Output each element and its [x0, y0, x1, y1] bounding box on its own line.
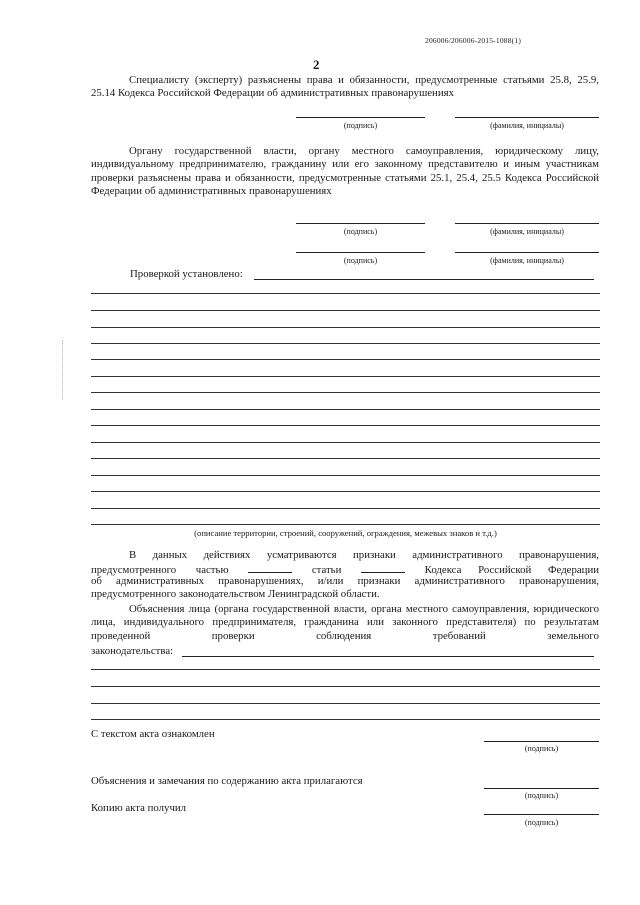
ack-familiarized-signature-line[interactable] [484, 741, 599, 742]
ruled-line[interactable] [91, 442, 600, 443]
violation-line-4: предусмотренного законодательством Ленинградской области. [91, 588, 380, 600]
expert-rights-text: Специалисту (эксперту) разъяснены права и обязанности, предусмотренные статьями 25.8, 25.9, 25.14 Кодекса Российской Федерации об административных правонарушениях [91, 74, 599, 100]
violation-word-stati: статьи [311, 564, 342, 576]
explanations-first-line[interactable] [182, 656, 594, 657]
ruled-line[interactable] [91, 376, 600, 377]
ack-copy-label: Копию акта получил [91, 802, 187, 814]
ruled-line[interactable] [91, 458, 600, 459]
ack-copy-signature-line[interactable] [484, 814, 599, 815]
participant-2-name-caption: (фамилия, инициалы) [490, 256, 564, 265]
explanations-text: Объяснения лица (органа государственной власти, органа местного самоуправления, юридического лица, индивидуального предпринимателя, гражданина или законного представителя) по результатам проведенной проверки соблюдения требований земельного [91, 603, 599, 642]
expert-name-line[interactable] [455, 117, 599, 118]
expert-name-caption: (фамилия, инициалы) [490, 121, 564, 130]
violation-tail-kodeksa: Кодекса Российской Федерации [424, 564, 599, 576]
ruled-line[interactable] [91, 686, 600, 687]
ruled-line[interactable] [91, 508, 600, 509]
participant-2-signature-caption: (подпись) [343, 256, 378, 265]
ruled-line[interactable] [91, 703, 600, 704]
ruled-line[interactable] [91, 293, 600, 294]
participant-1-name-caption: (фамилия, инициалы) [490, 227, 564, 236]
inspection-label: Проверкой установлено: [130, 268, 243, 280]
page-number: 2 [313, 57, 320, 72]
explanations-last-word: законодательства: [91, 645, 174, 657]
ruled-line[interactable] [91, 392, 600, 393]
violation-article-blank[interactable] [361, 562, 405, 573]
ack-copy-signature-caption: (подпись) [524, 818, 559, 827]
ack-familiarized-signature-caption: (подпись) [524, 744, 559, 753]
ack-remarks-signature-caption: (подпись) [524, 791, 559, 800]
ruled-line[interactable] [91, 475, 600, 476]
ruled-line[interactable] [91, 524, 600, 525]
violation-word-preduc: предусмотренного [91, 564, 177, 576]
expert-signature-caption: (подпись) [343, 121, 378, 130]
violation-part-blank[interactable] [248, 562, 292, 573]
violation-word-chastyu: частью [195, 564, 229, 576]
ruled-line[interactable] [91, 310, 600, 311]
participant-1-signature-line[interactable] [296, 223, 425, 224]
ruled-line[interactable] [91, 719, 600, 720]
participant-2-signature-line[interactable] [296, 252, 425, 253]
ack-remarks-label: Объяснения и замечания по содержанию акта прилагаются [91, 775, 363, 787]
ruled-line[interactable] [91, 425, 600, 426]
inspection-caption: (описание территории, строений, сооружений, ограждения, межевых знаков и т.д.) [194, 528, 497, 538]
ruled-line[interactable] [91, 343, 600, 344]
ruled-line[interactable] [91, 491, 600, 492]
participant-1-name-line[interactable] [455, 223, 599, 224]
scan-speckle [62, 340, 64, 400]
inspection-first-line[interactable] [254, 279, 594, 280]
expert-signature-line[interactable] [296, 117, 425, 118]
document-number: 206006/206006-2015-1088(1) [425, 36, 522, 45]
violation-line-1: В данных действиях усматриваются признаки административного правонарушения, [129, 549, 599, 561]
participant-1-signature-caption: (подпись) [343, 227, 378, 236]
ack-remarks-signature-line[interactable] [484, 788, 599, 789]
participants-rights-text: Органу государственной власти, органу местного самоуправления, юридическому лицу, индивидуальному предпринимателю, гражданину или его законному представителю и иным участникам проверки разъяснены права и обязанности, предусмотренные статьями 25.1, 25.4, 25.5 Кодекса Российской Федерации об административных правонарушениях [91, 145, 599, 198]
ruled-line[interactable] [91, 327, 600, 328]
ruled-line[interactable] [91, 669, 600, 670]
violation-line-3: об административных правонарушениях, и/или признаки административного правонарушения, [91, 575, 599, 587]
ack-familiarized-label: С текстом акта ознакомлен [91, 728, 215, 740]
ruled-line[interactable] [91, 409, 600, 410]
participant-2-name-line[interactable] [455, 252, 599, 253]
ruled-line[interactable] [91, 359, 600, 360]
